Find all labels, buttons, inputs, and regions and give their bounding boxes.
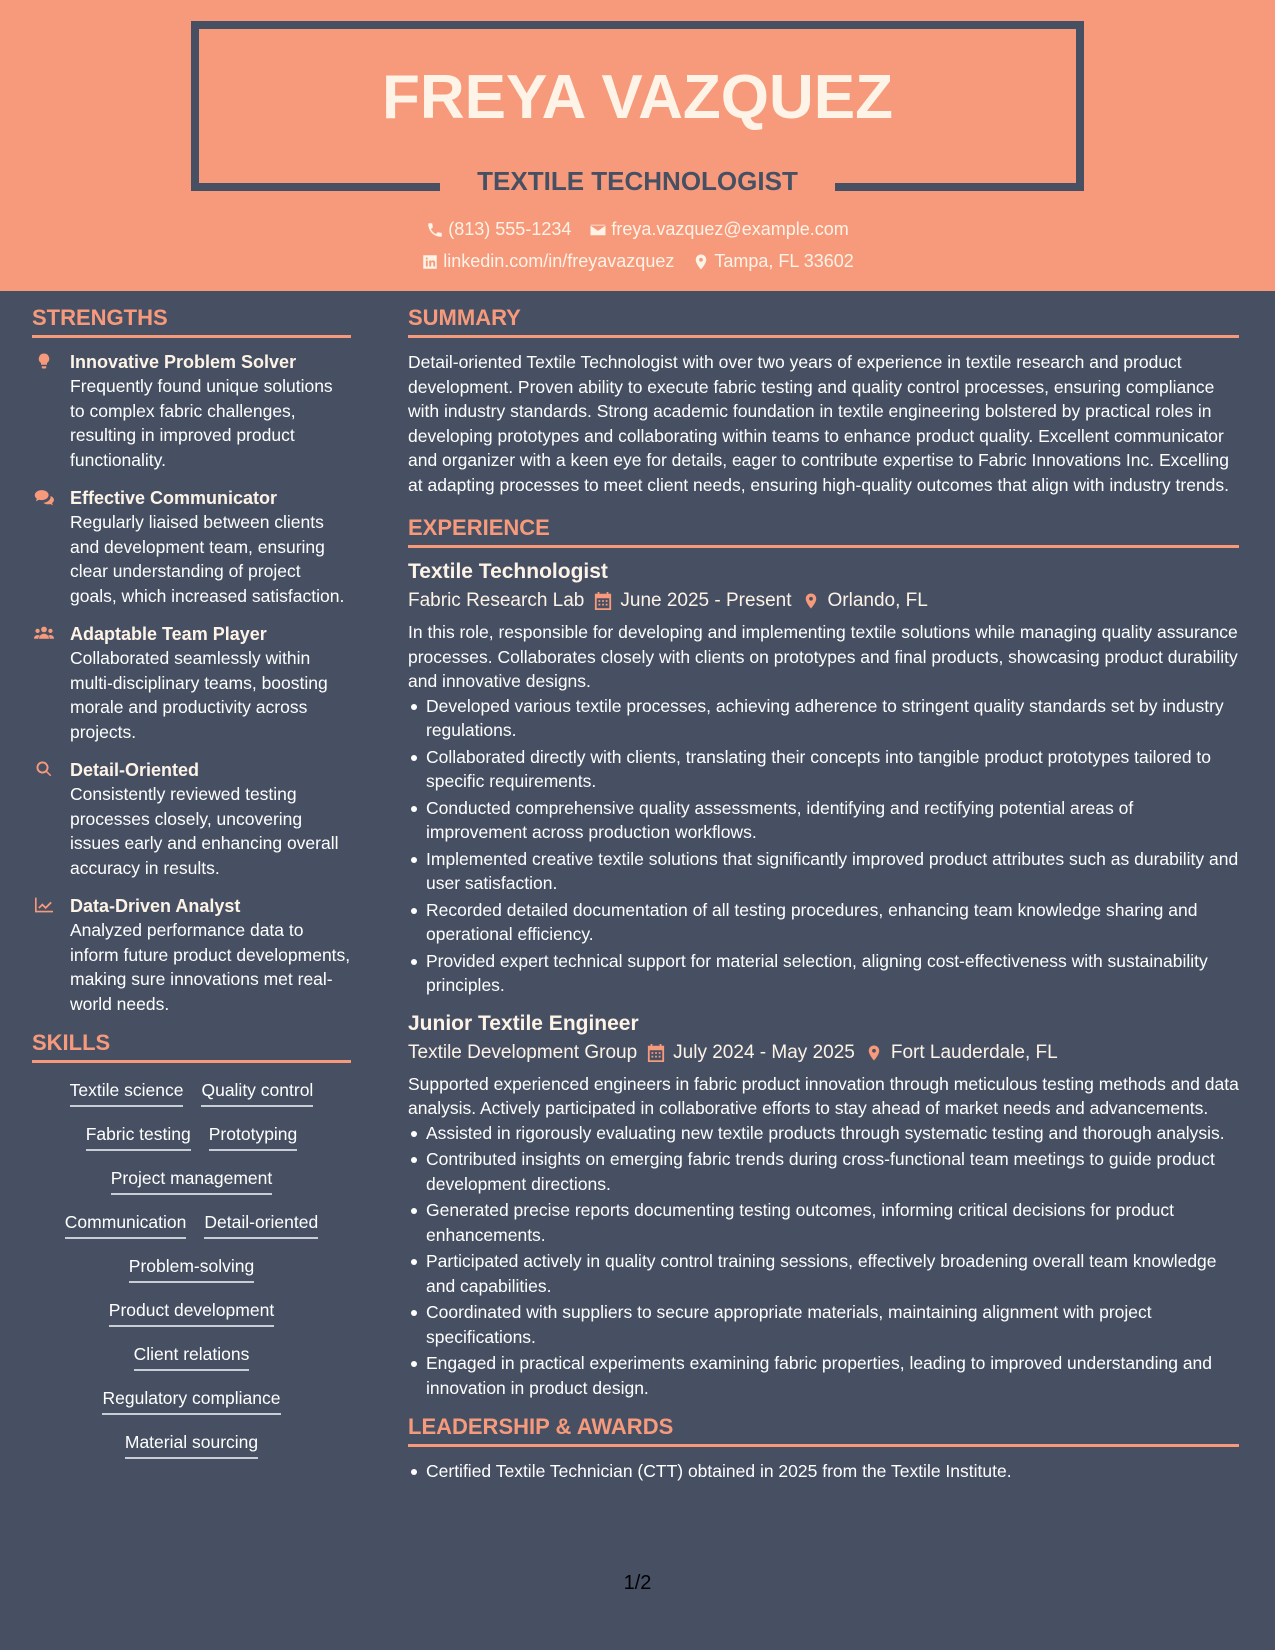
list-item: Contributed insights on emerging fabric trends during cross-functional team meetings to guide product development directions. [408,1147,1239,1196]
skill-tag: Fabric testing [86,1123,191,1151]
page-number: 1/2 [623,1572,652,1594]
left-column [32,305,351,1475]
strength-title: Adaptable Team Player [70,624,267,644]
summary-text: Detail-oriented Textile Technologist with over two years of experience in textile research and product development. Proven ability to execute fabric testing and quality control processes, ensuring compliance with industry standards. Strong academic foundation in textile engineering bolstered by practical roles in developing prototypes and collaborating within teams to enhance product quality. Excellent communicator and organizer with a keen eye for details, eager to contribute expertise to Fabric Innovations Inc. Excelling at adapting processes to meet client needs, ensuring high-quality outcomes that align with industry trends. [408,352,1230,495]
list-item: Collaborated directly with clients, translating their concepts into tangible product prototypes tailored to specific requirements. [408,745,1239,794]
awards-heading: LEADERSHIP & AWARDS [408,1414,1239,1447]
skill-tag: Project management [111,1167,272,1195]
skill-tag: Regulatory compliance [102,1387,280,1415]
experience-heading: EXPERIENCE [408,515,1239,548]
strength-desc: Analyzed performance data to inform future product developments, making sure innovations met real-world needs. [70,920,351,1014]
map-pin-icon [802,591,820,611]
email-contact[interactable] [589,219,848,240]
contact-row-2 [0,251,1275,272]
users-icon [34,624,54,642]
strength-desc: Collaborated seamlessly within multi-disciplinary teams, boosting morale and productivity across projects. [70,648,328,742]
list-item: Participated actively in quality control training sessions, effectively broadening overall team knowledge and capabilities. [408,1249,1239,1298]
list-item: Engaged in practical experiments examining fabric properties, leading to improved understanding and innovation in product design. [408,1351,1239,1400]
skill-tag: Problem-solving [129,1255,254,1283]
list-item: Coordinated with suppliers to secure appropriate materials, maintaining alignment with project specifications. [408,1300,1239,1349]
linkedin-icon [421,253,439,271]
strength-item [32,486,351,608]
calendar-icon [594,591,612,611]
map-pin-icon [865,1043,883,1063]
resume-header [0,0,1275,291]
map-pin-icon [692,253,710,271]
strength-item [32,622,351,744]
job-description: Supported experienced engineers in fabric product innovation through meticulous testing methods and data analysis. Actively participated in collaborative efforts to stay ahead of market needs and advancements. [408,1073,1239,1118]
location-contact [692,251,853,272]
email-text: freya.vazquez@example.com [611,219,849,239]
job-location: Orlando, FL [827,590,928,611]
job-company: Textile Development Group [408,1041,638,1063]
candidate-role: TEXTILE TECHNOLOGIST [477,166,798,196]
envelope-icon [589,221,607,239]
skill-tag: Detail-oriented [204,1211,318,1239]
job-bullets [408,1121,1239,1401]
list-item: Assisted in rigorously evaluating new textile products through systematic testing and thorough analysis. [408,1121,1239,1146]
skill-tag: Client relations [134,1343,250,1371]
awards-list [408,1459,1239,1484]
strength-desc: Frequently found unique solutions to complex fabric challenges, resulting in improved product functionality. [70,376,333,470]
right-column [408,305,1239,1498]
search-icon [34,760,54,778]
strength-title: Data-Driven Analyst [70,896,241,916]
phone-text: (813) 555-1234 [448,219,572,239]
phone-contact[interactable] [426,219,571,240]
skills-list [32,1079,351,1475]
job-bullets [408,694,1239,998]
skill-tag: Quality control [201,1079,313,1107]
lightbulb-icon [34,352,54,370]
phone-icon [426,221,444,239]
strength-item [32,758,351,880]
strength-item [32,350,351,472]
job-dates: June 2025 - Present [620,590,792,611]
skill-tag: Communication [65,1211,187,1239]
comments-icon [34,488,54,506]
skill-tag: Prototyping [209,1123,298,1151]
job-entry [408,560,1239,998]
calendar-icon [647,1043,665,1063]
strength-desc: Consistently reviewed testing processes closely, uncovering issues early and enhancing overall accuracy in results. [70,784,339,878]
list-item: Recorded detailed documentation of all testing procedures, enhancing team knowledge sharing and operational efficiency. [408,898,1239,947]
job-entry [408,1012,1239,1401]
job-meta [408,590,1239,612]
strength-item [32,894,351,1016]
job-company: Fabric Research Lab [408,590,585,611]
skill-tag: Product development [109,1299,274,1327]
summary-heading: SUMMARY [408,305,1239,338]
strength-title: Effective Communicator [70,488,278,508]
list-item: Certified Textile Technician (CTT) obtained in 2025 from the Textile Institute. [408,1459,1239,1484]
skills-heading: SKILLS [32,1030,351,1063]
contact-row-1 [0,219,1275,240]
strength-desc: Regularly liaised between clients and development team, ensuring clear understanding of project goals, which increased satisfaction. [70,512,345,606]
job-title: Textile Technologist [408,560,608,583]
list-item: Developed various textile processes, achieving adherence to stringent quality standards set by industry regulations. [408,694,1239,743]
skill-tag: Material sourcing [125,1431,258,1459]
strengths-heading: STRENGTHS [32,305,351,338]
strength-title: Innovative Problem Solver [70,352,297,372]
location-text: Tampa, FL 33602 [714,251,854,271]
candidate-name: FREYA VAZQUEZ [382,63,893,132]
linkedin-text: linkedin.com/in/freyavazquez [443,251,675,271]
job-location: Fort Lauderdale, FL [890,1041,1058,1063]
job-meta [408,1042,1239,1064]
list-item: Provided expert technical support for material selection, aligning cost-effectiveness with sustainability principles. [408,949,1239,998]
list-item: Generated precise reports documenting testing outcomes, informing critical decisions for product enhancements. [408,1198,1239,1247]
job-title: Junior Textile Engineer [408,1011,639,1035]
list-item: Conducted comprehensive quality assessments, identifying and rectifying potential areas of improvement across production workflows. [408,796,1239,845]
chart-line-icon [34,896,54,914]
linkedin-contact[interactable] [421,251,674,272]
strength-title: Detail-Oriented [70,760,200,780]
list-item: Implemented creative textile solutions that significantly improved product attributes such as durability and user satisfaction. [408,847,1239,896]
strengths-list [32,350,351,1016]
job-description: In this role, responsible for developing and implementing textile solutions while managing quality assurance processes. Collaborates closely with clients on prototypes and final products, showcasing product durability and innovative designs. [408,622,1238,691]
skill-tag: Textile science [70,1079,184,1107]
job-dates: July 2024 - May 2025 [673,1041,855,1063]
